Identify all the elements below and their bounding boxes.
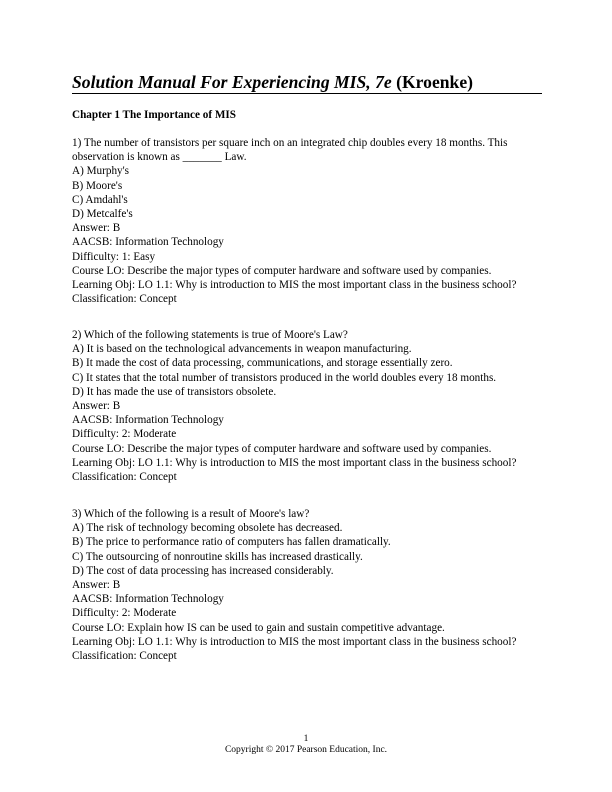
learning-obj: Learning Obj: LO 1.1: Why is introduction to MIS the most important class in the business school? <box>72 635 517 648</box>
course-lo: Course LO: Explain how IS can be used to gain and sustain competitive advantage. <box>72 621 445 634</box>
course-lo: Course LO: Describe the major types of computer hardware and software used by companies. <box>72 264 492 277</box>
option-c: C) It states that the total number of transistors produced in the world doubles every 18 months. <box>72 371 497 384</box>
question-stem: 1) The number of transistors per square inch on an integrated chip doubles every 18 months. This observation is known as _______ Law. <box>72 137 508 164</box>
learning-obj: Learning Obj: LO 1.1: Why is introduction to MIS the most important class in the business school? <box>72 456 517 469</box>
answer: Answer: B <box>72 400 121 413</box>
title-author: (Kroenke) <box>396 72 473 92</box>
copyright-notice: Copyright © 2017 Pearson Education, Inc. <box>224 745 388 755</box>
title-book-name: Solution Manual For Experiencing MIS, 7e <box>72 72 392 92</box>
classification: Classification: Concept <box>72 293 177 306</box>
option-a: A) Murphy's <box>72 165 130 178</box>
question-3 <box>72 507 544 663</box>
option-d: D) It has made the use of transistors obsolete. <box>72 385 277 398</box>
answer: Answer: B <box>72 222 121 235</box>
course-lo: Course LO: Describe the major types of computer hardware and software used by companies. <box>72 442 492 455</box>
question-stem: 2) Which of the following statements is true of Moore's Law? <box>72 329 348 341</box>
option-b: B) Moore's <box>72 179 123 192</box>
learning-obj: Learning Obj: LO 1.1: Why is introduction to MIS the most important class in the business school? <box>72 279 517 292</box>
difficulty: Difficulty: 1: Easy <box>72 250 156 263</box>
question-stem: 3) Which of the following is a result of Moore's law? <box>72 508 310 520</box>
aacsb: AACSB: Information Technology <box>72 414 224 427</box>
aacsb: AACSB: Information Technology <box>72 593 224 606</box>
question-1 <box>72 136 544 306</box>
answer: Answer: B <box>72 579 121 592</box>
option-d: D) The cost of data processing has increased considerably. <box>72 564 334 577</box>
option-d: D) Metcalfe's <box>72 208 133 221</box>
aacsb: AACSB: Information Technology <box>72 236 224 249</box>
difficulty: Difficulty: 2: Moderate <box>72 428 177 441</box>
difficulty: Difficulty: 2: Moderate <box>72 607 177 620</box>
option-c: C) The outsourcing of nonroutine skills has increased drastically. <box>72 550 363 563</box>
option-c: C) Amdahl's <box>72 193 128 206</box>
option-b: B) The price to performance ratio of computers has fallen dramatically. <box>72 536 391 549</box>
page-number: 1 <box>303 734 309 744</box>
option-b: B) It made the cost of data processing, communications, and storage essentially zero. <box>72 357 453 370</box>
classification: Classification: Concept <box>72 471 177 484</box>
chapter-heading: Chapter 1 The Importance of MIS <box>72 109 236 121</box>
option-a: A) It is based on the technological advancements in weapon manufacturing. <box>72 343 412 356</box>
classification: Classification: Concept <box>72 650 177 663</box>
question-2 <box>72 328 544 484</box>
document-title <box>72 72 542 94</box>
option-a: A) The risk of technology becoming obsolete has decreased. <box>72 522 343 535</box>
